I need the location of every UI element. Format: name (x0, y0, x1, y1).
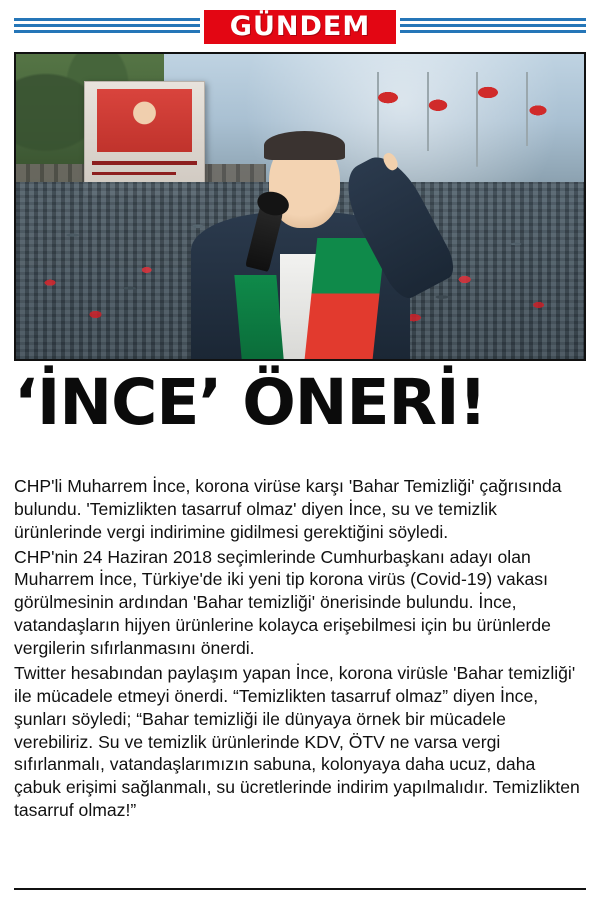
section-badge (204, 10, 396, 44)
photo-speaker (175, 97, 436, 359)
speaker-hair (264, 131, 345, 160)
bottom-rule (14, 888, 586, 890)
masthead-rule-left (14, 10, 200, 44)
masthead-rule-right (400, 10, 586, 44)
article-paragraph: Twitter hesabından paylaşım yapan İnce, korona virüsle 'Bahar temizliği' ile mücadele etmeyi önerdi. “Temizlikten tasarruf olmaz” diyen İnce, şunları söyledi; “Bahar temizliği ile dünyaya örnek bir mücadele verebiliriz. Su ve temizlik ürünlerinde KDV, ÖTV ne varsa vergi sıfırlanmalı, vatandaşlarımızın sabuna, kolonyaya daha ucuz, daha çabuk erişimi sağlanmalı, su ücretlerinde indirim yapılmalıdır. Temizlikten tasarruf olmaz!” (14, 662, 580, 821)
speaker-scarf-left (234, 275, 283, 359)
article-body (14, 475, 586, 822)
article-paragraph: CHP'nin 24 Haziran 2018 seçimlerinde Cumhurbaşkanı adayı olan Muharrem İnce, Türkiye'de iki yeni tip korona virüs (Covid-19) vakası görülmesinin ardından 'Bahar temizliği' önerisinde bulundu. İnce, vatandaşların hijyen ürünlerine kolayca erişebilmesi için bu ürünlerde vergilerin sıfırlanmasını önerdi. (14, 546, 551, 659)
section-label: GÜNDEM (229, 11, 371, 42)
article-paragraph: CHP'li Muharrem İnce, korona virüse karşı 'Bahar Temizliği' çağrısında bulundu. 'Temizlikten tasarruf olmaz' diyen İnce, su ve temizlik ürünlerinde vergi indirimine gidilmesi gerektiğini söyledi. (14, 476, 562, 542)
headline: ‘İNCE’ ÖNERİ! (14, 366, 487, 439)
article-photo (14, 52, 586, 361)
masthead (14, 10, 586, 44)
speaker-hand (381, 151, 400, 173)
speaker-scarf-right (305, 238, 386, 359)
